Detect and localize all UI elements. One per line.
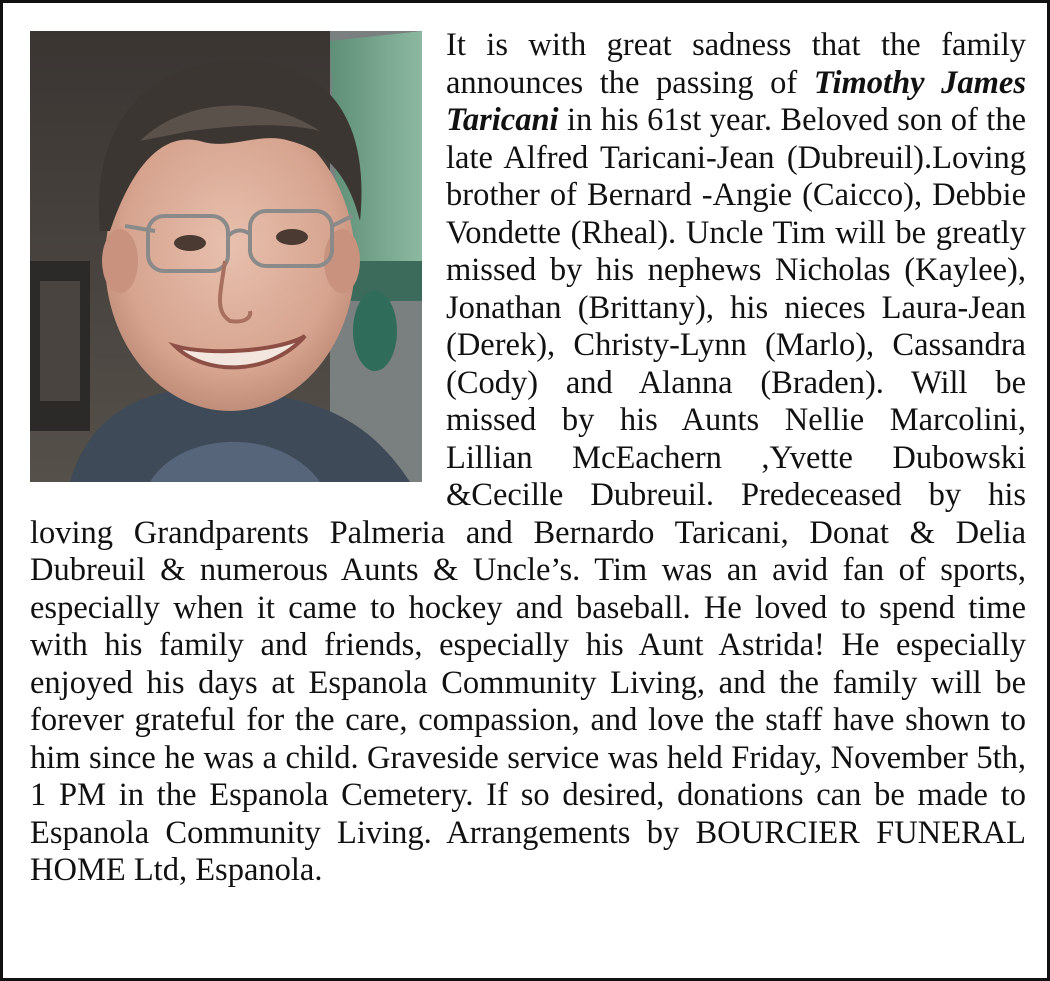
obituary-text [30, 27, 1026, 890]
deceased-name: Timothy James Taricani [446, 64, 1027, 138]
portrait-photo [30, 31, 422, 482]
intro-text: It is with great sadness that the family announces the passing of [446, 27, 1026, 101]
obituary-body: in his 61st year. Beloved son of the late Alfred Taricani-Jean (Dubreuil).Loving brother of Bernard -Angie (Caicco), Debbie Vondette (Rheal). Uncle Tim will be greatly missed by his nephews Nicholas (Kaylee), Jonathan (Brittany), his nieces Laura-Jean (Derek), Christy-Lynn (Marlo), Cassandra (Cody) and Alanna (Braden). Will be missed by his Aunts Nellie Marcolini, Lillian McEachern ,Yvette Dubowski &Cecille Dubreuil. Predeceased by his loving Grandparents Palmeria and Bernardo Taricani, Donat & Delia Dubreuil & numerous Aunts & Uncle’s. Tim was an avid fan of sports, especially when it came to hockey and baseball. He loved to spend time with his family and friends, especially his Aunt Astrida! He especially enjoyed his days at Espanola Community Living, and the family will be forever grateful for the care, compassion, and love the staff have shown to him since he was a child. Graveside service was held Friday, November 5th, 1 PM in the Espanola Cemetery. If so desired, donations can be made to Espanola Community Living. Arrangements by BOURCIER FUNERAL HOME Ltd, Espanola. [30, 102, 1026, 888]
